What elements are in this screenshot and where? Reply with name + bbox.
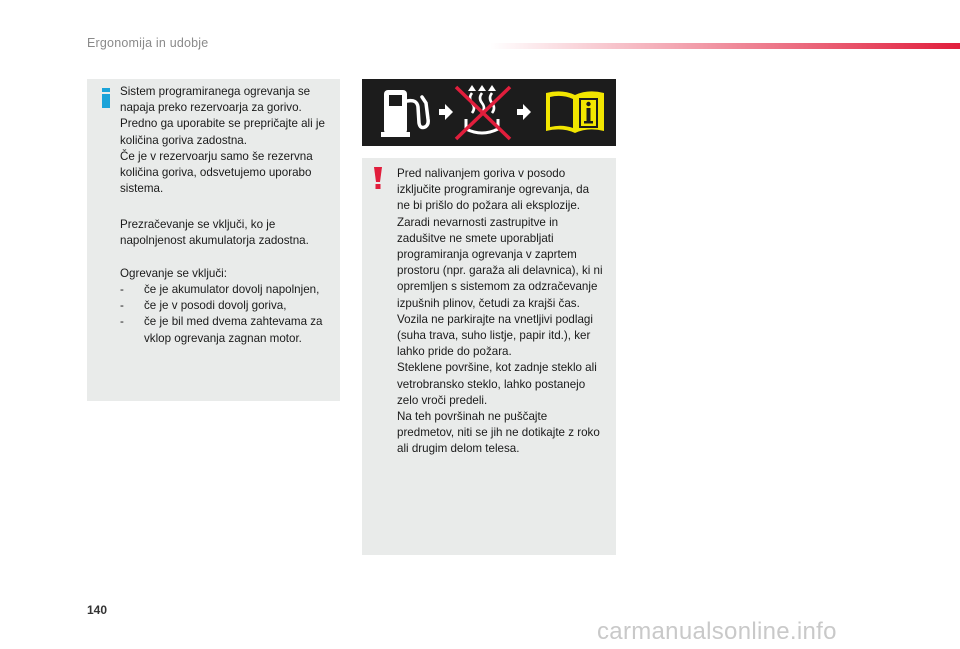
list-dash: - bbox=[120, 315, 124, 329]
info-paragraph-heating-intro: Ogrevanje se vključi: bbox=[120, 267, 227, 280]
arrow-right-icon bbox=[517, 104, 531, 120]
list-item bbox=[120, 282, 338, 298]
info-paragraph-fuel: Sistem programiranega ogrevanja se napaja preko rezervoarja za gorivo. Predno ga uporabite se prepričajte ali je količina goriva zadostna. Če je v rezervoarju samo še rezervna količina goriva, odsvetujemo uporabo sistema. bbox=[120, 85, 325, 196]
warning-text: Pred nalivanjem goriva v posodo izključite programiranje ogrevanja, da ne bi prišlo do požara ali eksplozije. Zaradi nevarnosti zastrupitve in zadušitve ne smete uporabljati programiranja ogrevanja v zaprtem prostoru (npr. garaža ali delavnica), ki ni opremljen s sistemom za odzračevanje izpušnih plinov, četudi za krajši čas. Vozila ne parkirajte na vnetljivi podlagi (suha trava, suho listje, papir itd.), ker lahko pride do požara. Steklene površine, kot zadnje steklo ali vetrobransko steklo, lahko postanejo zelo vroči predeli. Na teh površinah ne puščajte predmetov, niti se jih ne dotikajte z roko ali drugim delom telesa. bbox=[397, 167, 603, 456]
list-dash: - bbox=[120, 283, 124, 296]
warning-icon bbox=[372, 167, 384, 189]
arrow-right-icon bbox=[439, 104, 453, 120]
info-paragraph-ventilation: Prezračevanje se vključi, ko je napolnjenost akumulatorja zadostna. bbox=[120, 218, 309, 248]
list-item bbox=[120, 314, 338, 346]
watermark: carmanualsonline.info bbox=[597, 618, 837, 645]
heating-conditions-list bbox=[120, 282, 338, 347]
list-item-text: če je akumulator dovolj napolnjen, bbox=[144, 283, 320, 296]
list-dash: - bbox=[120, 299, 124, 313]
list-item-text: če je v posodi dovolj goriva, bbox=[144, 299, 287, 313]
manual-book-icon bbox=[546, 91, 604, 133]
header-accent-bar bbox=[490, 43, 960, 49]
heating-crossed-icon bbox=[456, 85, 510, 139]
info-icon bbox=[100, 88, 112, 108]
list-item bbox=[120, 298, 338, 314]
fuel-pump-icon bbox=[381, 90, 428, 137]
list-item-text: če je bil med dvema zahtevama za vklop ogrevanja zagnan motor. bbox=[144, 315, 323, 345]
section-title: Ergonomija in udobje bbox=[87, 36, 209, 50]
pictogram-strip bbox=[362, 79, 616, 146]
page-number: 140 bbox=[87, 603, 108, 617]
